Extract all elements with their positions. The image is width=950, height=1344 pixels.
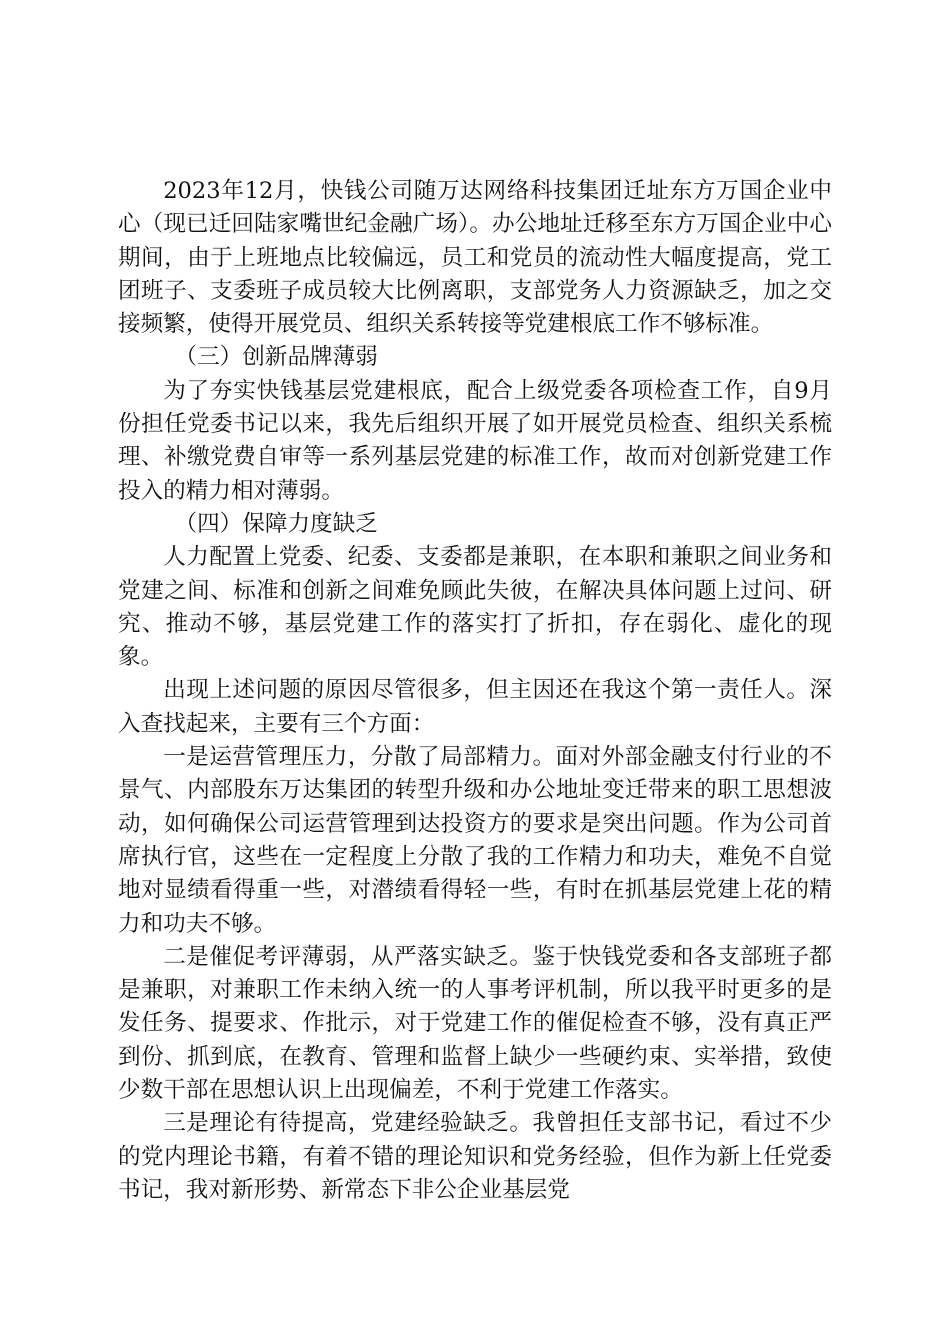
paragraph-causes-intro: 出现上述问题的原因尽管很多，但主因还在我这个第一责任人。深入查找起来，主要有三个方面： [118, 677, 832, 737]
paragraph-cause-one: 一是运营管理压力，分散了局部精力。面对外部金融支付行业的不景气、内部股东万达集团的转型升级和办公地址变迁带来的职工思想波动，如何确保公司运营管理到达投资方的要求是突出问题。作为公司首席执行官，这些在一定程度上分散了我的工作精力和功夫，难免不自觉地对显绩看得重一些，对潜绩看得轻一些，有时在抓基层党建上花的精力和功夫不够。 [118, 744, 832, 937]
paragraph-cause-two: 二是催促考评薄弱，从严落实缺乏。鉴于快钱党委和各支部班子都是兼职，对兼职工作未纳入统一的人事考评机制，所以我平时更多的是发任务、提要求、作批示，对于党建工作的催促检查不够，没有真正严到份、抓到底，在教育、管理和监督上缺少一些硬约束、实举措，致使少数干部在思想认识上出现偏差，不利于党建工作落实。 [118, 943, 832, 1104]
paragraph-cause-three: 三是理论有待提高，党建经验缺乏。我曾担任支部书记，看过不少的党内理论书籍，有着不错的理论知识和党务经验，但作为新上任党委书记，我对新形势、新常态下非公企业基层党 [118, 1110, 832, 1203]
paragraph-relocation: 2023年12月，快钱公司随万达网络科技集团迁址东方万国企业中心（现已迁回陆家嘴世纪金融广场）。办公地址迁移至东方万国企业中心期间，由于上班地点比较偏远，员工和党员的流动性大幅度提高，党工团班子、支委班子成员较大比例离职，支部党务人力资源缺乏，加之交接频繁，使得开展党员、组织关系转接等党建根底工作不够标准。 [118, 178, 832, 338]
paragraph-support: 人力配置上党委、纪委、支委都是兼职，在本职和兼职之间业务和党建之间、标准和创新之间难免顾此失彼，在解决具体问题上过问、研究、推动不够，基层党建工作的落实打了折扣，存在弱化、虚化的现象。 [118, 544, 832, 671]
section-heading-innovation: （三）创新品牌薄弱 [174, 344, 378, 371]
section-heading-support: （四）保障力度缺乏 [174, 510, 378, 537]
document-body [118, 175, 832, 1207]
paragraph-innovation: 为了夯实快钱基层党建根底，配合上级党委各项检查工作，自9月份担任党委书记以来，我先后组织开展了如开展党员检查、组织关系梳理、补缴党费自审等一系列基层党建的标准工作，故而对创新党建工作投入的精力相对薄弱。 [118, 377, 832, 504]
